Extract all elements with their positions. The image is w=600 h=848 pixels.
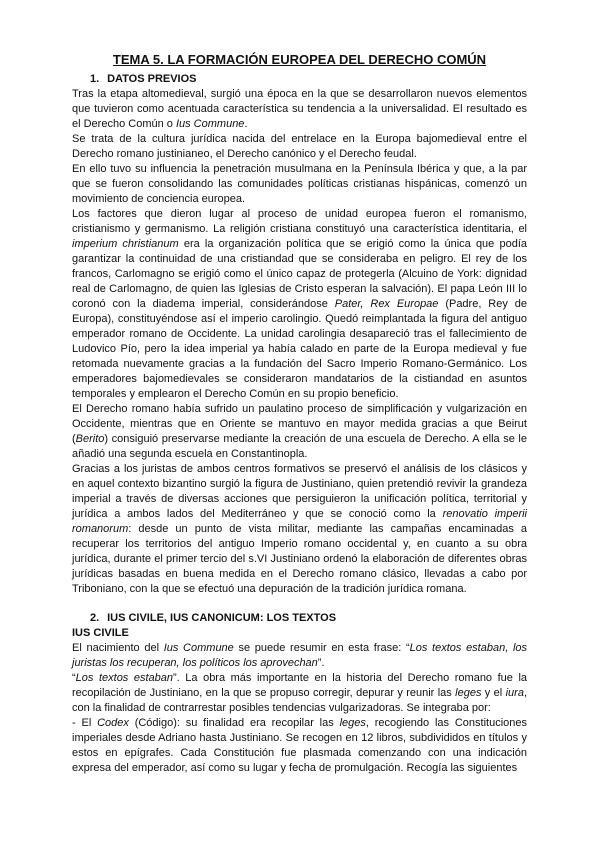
- spacer: [72, 597, 527, 611]
- text: , con la finalidad de contrarrestar posibles tendencias vulgarizadoras. Se integraba por:: [72, 687, 528, 714]
- italic-text: Ius Commune: [163, 642, 234, 654]
- text: Tras la etapa altomedieval, surgió una época en la que se desarrollaron nuevos elementos que tuvieron como acentuada característica su tendencia a la universalidad. El resultado es el Derecho Común o: [72, 88, 527, 130]
- italic-text: imperium christianum: [72, 238, 179, 250]
- paragraph: Se trata de la cultura jurídica nacida del entrelace en la Europa bajomedieval entre el Derecho romano justinianeo, el Derecho canónico y el Derecho feudal.: [72, 133, 527, 160]
- italic-text: Pater, Rex Europae: [334, 298, 439, 310]
- italic-text: renovatio imperii romanorum: [72, 508, 528, 535]
- document-page: [72, 52, 527, 776]
- text: , recogiendo las Constituciones imperiales desde Adriano hasta Justiniano. Se recogen en 12 libros, subdivididos en títulos y estos en epígrafes. Cada Constitución fue plasmada comenzando con una indicación expresa del emperador, así como su lugar y fecha de promulgación. Recogía las siguientes: [72, 717, 527, 774]
- paragraph: [72, 87, 527, 132]
- italic-text: Ius Commune: [175, 118, 245, 130]
- italic-text: leges: [339, 717, 366, 729]
- text: Los factores que dieron lugar al proceso de unidad europea fueron el romanismo, cristianismo y germanismo. La religión cristiana constituyó una característica identitaria, el: [72, 208, 527, 235]
- section-heading-1: [72, 72, 527, 87]
- text: (Padre, Rey de Europa), constituyéndose así el imperio carolingio. Quedó reimplantada la figura del antiguo emperador romano de Occidente. La unidad carolingia desapareció tras el fallecimiento de Ludovico Pío, pero la idea imperial ya había calado en parte de la Europa medieval y fue retomada nuevamente gracias a la fundación del Sacro Imperio Romano-Germánico. Los emperadores bajomedievales se consideraron mandatarios de la cistiandad en asuntos temporales y emplearon el Derecho Común en su propio beneficio.: [72, 298, 527, 400]
- italic-text: Codex: [97, 717, 129, 729]
- text: El nacimiento del: [72, 642, 164, 654]
- subheading: IUS CIVILE: [72, 627, 129, 639]
- text: y el: [481, 687, 506, 699]
- paragraph: En ello tuvo su influencia la penetración musulmana en la Península Ibérica y que, a la par que se fueron consolidando las comunidades políticas cristianas hispánicas, comenzó un movimiento de conciencia europea.: [72, 163, 527, 205]
- section-number: 1.: [90, 73, 100, 85]
- text: Gracias a los juristas de ambos centros formativos se preservó el análisis de los clásicos y en aquel contexto bizantino surgió la figura de Justiniano, quien pretendió revivir la grandeza imperial a través de diversas acciones que persiguieron la unificación política, territorial y jurídica a ambos lados del Mediterráneo y que se conoció como la: [72, 463, 527, 520]
- text: ”. La obra más importante en la historia del Derecho romano fue la recopilación de Justiniano, en la que se propuso corregir, depurar y reunir las: [72, 672, 528, 699]
- paragraph: [72, 402, 527, 462]
- text: : desde un punto de vista militar, mediante las campañas encaminadas a recuperar los territorios del antiguo Imperio romano occidental y, en cuanto a su obra jurídica, durante el primer tercio del s.VI Justiniano ordenó la elaboración de diferentes obras jurídicas basadas en buena medida en el Derecho romano clásico, llevadas a cabo por Triboniano, con la que se efectuó una depuración de la tradición jurídica romana.: [72, 523, 527, 595]
- document-title: TEMA 5. LA FORMACIÓN EUROPEA DEL DERECHO COMÚN: [112, 52, 487, 67]
- italic-text: iura: [505, 687, 524, 699]
- text: (Código): su finalidad era recopilar las: [128, 717, 340, 729]
- paragraph: [72, 462, 527, 597]
- italic-text: leges: [455, 687, 482, 699]
- italic-text: Los textos estaban, los juristas los recuperan, los políticos los aprovechan: [72, 642, 528, 669]
- text: El Derecho romano había sufrido un paulatino proceso de simplificación y vulgarización en Occidente, mientras que en Oriente se mantuvo en mayor medida gracias a que Beirut (: [72, 403, 527, 445]
- italic-text: Los textos estaban: [75, 672, 174, 684]
- text: ”.: [317, 657, 325, 669]
- section-title: IUS CIVILE, IUS CANONICUM: LOS TEXTOS: [107, 612, 337, 624]
- text: .: [244, 118, 248, 130]
- text: - El: [72, 717, 98, 729]
- paragraph: [72, 641, 527, 671]
- paragraph: [72, 671, 527, 716]
- text: era la organización política que se erigió como la única que podía garantizar la continuidad de una cristiandad que se consideraba en peligro. El rey de los francos, Carlomagno se erigió como el único capaz de protegerla (Alcuino de York: dignidad real de Carlomagno, de quien las Iglesias de Cristo esperan la salvación). El papa León III lo coronó con la diadema imperial, considerándose: [72, 238, 527, 310]
- section-title: DATOS PREVIOS: [107, 73, 197, 85]
- section-number: 2.: [90, 612, 100, 624]
- paragraph: [72, 207, 527, 402]
- text: ) consiguió preservarse mediante la creación de una escuela de Derecho. A ella se le añadió una segunda escuela en Constantinopla.: [72, 433, 527, 460]
- text: se puede resumir en esta frase: “: [233, 642, 410, 654]
- paragraph: [72, 716, 527, 776]
- text: “: [72, 672, 76, 684]
- section-heading-2: [72, 611, 527, 626]
- italic-text: Berito: [75, 433, 105, 445]
